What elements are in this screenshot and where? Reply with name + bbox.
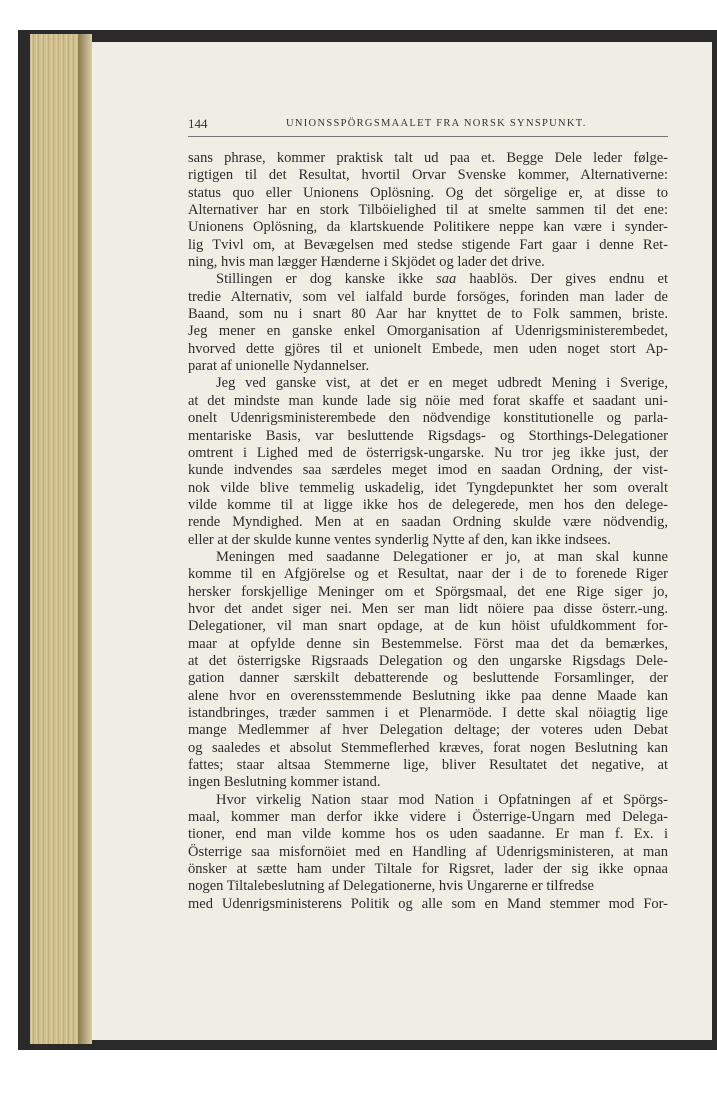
text-line: vilde komme til at ligge ikke hos de delegerede, men hos den delege-: [188, 496, 668, 513]
text-line: mentariske Basis, var besluttende Rigsdags- og Storthings-Delegationer: [188, 427, 668, 444]
text-line: komme til en Afgjörelse og et Resultat, naar der i de to forenede Riger: [188, 566, 668, 583]
text-line: tredie Alternativ, som vel ialfald burde forsöges, forinden man lader de: [188, 288, 668, 305]
text-line: hvor det andet siger nei. Men ser man lidt nöiere paa disse österr.-ung.: [188, 600, 668, 617]
text-line: gation danner særskilt debatterende og besluttende Forsamlinger, der: [188, 670, 668, 687]
text-line: nogen Tiltalebeslutning af Delegationerne, hvis Ungarerne er tilfredse: [188, 878, 594, 895]
text-line: Unionens Oplösning, da klartskuende Politikere neppe kan være i synder-: [188, 219, 668, 236]
text-line: hersker forskjellige Meninger om et Spörgsmaal, det ene Rige siger jo,: [188, 583, 668, 600]
text-line: status quo eller Unionens Oplösning. Og det sörgelige er, at disse to: [188, 184, 668, 201]
text-line: rende Myndighed. Men at en saadan Ordning skulde være nödvendig,: [188, 514, 668, 531]
text-line: rigtigen til det Resultat, hvortil Orvar Svenske kommer, Alternativerne:: [188, 167, 668, 184]
text-line: [188, 271, 668, 288]
text-line: Baand, som nu i snart 80 Aar har knyttet de to Folk sammen, briste.: [188, 306, 668, 323]
text-line: ning, hvis man lægger Hænderne i Skjödet og lader det drive.: [188, 254, 545, 271]
text-line: kunde indvendes saa særdeles meget imod en saadan Ordning, der vist-: [188, 462, 668, 479]
text-line: onelt Udenrigsministerembede den nödvendige konstitutionelle og parla-: [188, 410, 668, 427]
text-line: nok vilde blive temmelig uskadelig, idet Tyngdepunktet her som overalt: [188, 479, 668, 496]
body-text: [188, 150, 668, 913]
page-header: [188, 116, 668, 137]
emphasis-text: saa: [436, 271, 457, 288]
text-line: Meningen med saadanne Delegationer er jo, at man skal kunne: [216, 548, 668, 565]
running-title: UNIONSSPÖRGSMAALET FRA NORSK SYNSPUNKT.: [286, 118, 587, 129]
text-line: Hvor virkelig Nation staar mod Nation i Opfatningen af et Spörgs-: [216, 791, 668, 808]
page-number: 144: [188, 116, 208, 131]
text-line: hvorved dette gjöres til et unionelt Embede, men uden noget stort Ap-: [188, 340, 668, 357]
text-line: sans phrase, kommer praktisk talt ud paa et. Begge Dele leder følge-: [188, 150, 668, 166]
text-line: maal, kommer man derfor ikke videre i Österrige-Ungarn med Delega-: [188, 809, 668, 826]
text-line: Jeg ved ganske vist, at det er en meget udbredt Mening i Sverige,: [216, 375, 668, 392]
text-line: ingen Beslutning kommer istand.: [188, 774, 381, 791]
text-line: Jeg mener en ganske enkel Omorganisation af Udenrigsministerembedet,: [188, 323, 668, 340]
text-line: maar at opfylde denne sin Bestemmelse. Först maa det da bemærkes,: [188, 635, 668, 652]
text-line: at det österrigske Rigsraads Delegation og den ungarske Rigsdags Dele-: [188, 652, 668, 669]
book-gutter: [78, 34, 92, 1044]
text-line: tioner, end man vilde komme hos os uden saadanne. Er man f. Ex. i: [188, 826, 668, 843]
text-line: lig Tvivl om, at Bevægelsen med stedse stigende Fart gaar i denne Ret-: [188, 236, 668, 253]
text-line: omtrent i Lighed med de österrigsk-ungarske. Nu tror jeg ikke just, der: [188, 444, 668, 461]
text-line: Alternativer har en stork Tilböielighed til at smelte sammen til det ene:: [188, 202, 668, 219]
text-line: eller at der skulde kunne ventes synderlig Nytte af den, kan ikke indsees.: [188, 531, 611, 548]
text-line: Österrige saa misfornöiet med en Handling af Udenrigsministeren, at man: [188, 843, 668, 860]
text-line: alene hvor en overensstemmende Beslutning ikke paa denne Maade kan: [188, 687, 668, 704]
text-line: Delegationer, vil man snart opdage, at de kun höist ufuldkomment for-: [188, 618, 668, 635]
text-line: at det mindste man kunde lade sig nöie med forat skaffe et saadant uni-: [188, 392, 668, 409]
text-segment: Stillingen er dog kanske ikke: [216, 271, 437, 288]
text-line: fattes; staar altsaa Stemmerne lige, bliver Resultatet det negative, at: [188, 757, 668, 774]
text-line: parat af unionelle Nydannelser.: [188, 358, 370, 375]
text-line: med Udenrigsministerens Politik og alle som en Mand stemmer mod For-: [188, 895, 668, 912]
text-line: mange Medlemmer af hver Delegation deltage; der voteres uden Debat: [188, 722, 668, 739]
text-line: istandbringes, træder sammen i et Plenarmöde. I dette skal nöiagtig lige: [188, 705, 668, 721]
text-line: og saaledes et absolut Stemmeflerhed kræves, forat nogen Beslutning kan: [188, 739, 668, 756]
text-line: önsker at sætte ham under Tiltale for Rigsret, lader der sig ikke opnaa: [188, 861, 668, 878]
text-segment: haablös. Der gives endnu et: [456, 271, 668, 288]
